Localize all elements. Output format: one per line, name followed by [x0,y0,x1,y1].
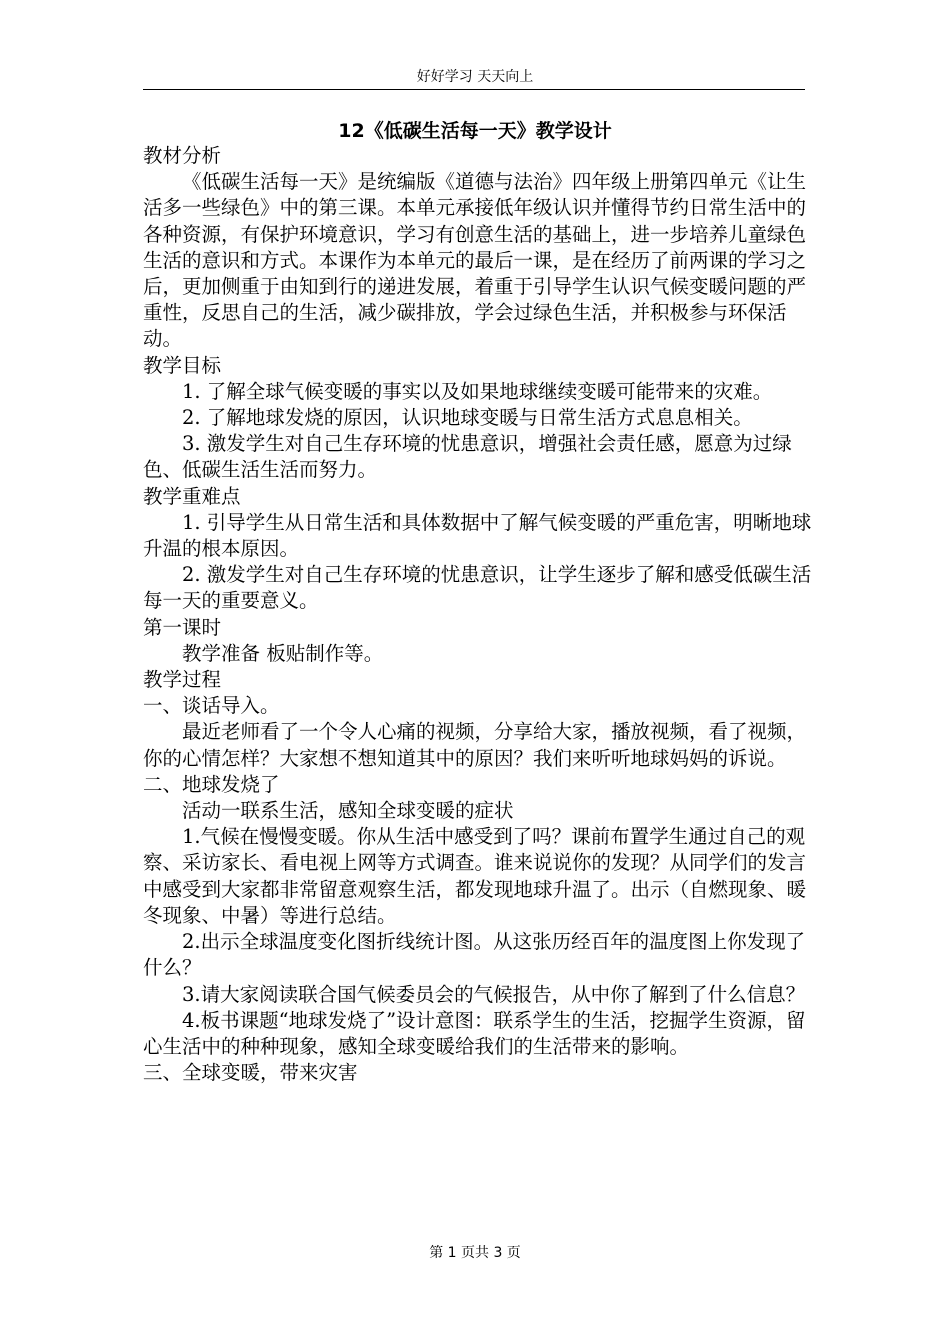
paragraph-materials: 《低碳生活每一天》是统编版《道德与法治》四年级上册第四单元《让生活多一些绿色》中的第三课。本单元承接低年级认识并懂得节约日常生活中的各种资源，有保护环境意识，学习有创意生活的基础上，进一步培养儿童绿色生活的意识和方式。本课作为本单元的最后一课，是在经历了前两课的学习之后，更加侧重于由知到行的递进发展，着重于引导学生认识气候变暖问题的严重性，反思自己的生活，减少碳排放，学会过绿色生活，并积极参与环保活动。 [143,170,807,351]
step-heading-3: 三、全球变暖，带来灾害 [143,1061,358,1085]
page-header: 好好学习 天天向上 [416,69,534,85]
activity-item-2: 2.出示全球温度变化图折线统计图。从这张历经百年的温度图上你发现了什么？ [143,930,806,980]
goal-item-2: 2. 了解地球发烧的原因，认识地球变暖与日常生活方式息息相关。 [182,406,753,430]
document-body [143,143,823,1086]
goal-item-1: 1. 了解全球气候变暖的事实以及如果地球继续变暖可能带来的灾难。 [182,379,773,403]
section-heading-first-lesson: 第一课时 [143,615,222,639]
section-heading-key-points: 教学重难点 [143,484,241,508]
activity-item-3: 3.请大家阅读联合国气候委员会的气候报告，从中你了解到了什么信息？ [182,982,806,1006]
step-heading-1: 一、谈话导入。 [143,694,280,718]
page-footer: 第 1 页共 3 页 [429,1245,521,1261]
document-title: 12《低碳生活每一天》教学设计 [338,120,612,142]
key-point-2: 2. 激发学生对自己生存环境的忧患意识，让学生逐步了解和感受低碳生活每一天的重要意义。 [143,563,812,613]
key-point-1: 1. 引导学生从日常生活和具体数据中了解气候变暖的严重危害，明晰地球升温的根本原因。 [143,510,812,561]
section-heading-goals: 教学目标 [143,353,222,377]
goal-item-3: 3. 激发学生对自己生存环境的忧患意识，增强社会责任感，愿意为过绿色、低碳生活生活而努力。 [143,432,792,482]
header-divider [143,89,805,90]
step-heading-2: 二、地球发烧了 [143,772,280,796]
activity-item-4: 4.板书课题“地球发烧了”设计意图：联系学生的生活，挖掘学生资源，留心生活中的种种现象，感知全球变暖给我们的生活带来的影响。 [143,1008,806,1058]
section-heading-process: 教学过程 [143,668,222,692]
section-heading-materials: 教材分析 [143,144,222,167]
teaching-preparation: 教学准备 板贴制作等。 [182,641,384,665]
activity-1-heading: 活动一联系生活，感知全球变暖的症状 [182,799,514,823]
step-1-paragraph: 最近老师看了一个令人心痛的视频，分享给大家，播放视频，看了视频，你的心情怎样？大家想不想知道其中的原因？我们来听听地球妈妈的诉说。 [143,720,807,770]
activity-item-1: 1.气候在慢慢变暖。你从生活中感受到了吗？课前布置学生通过自己的观察、采访家长、看电视上网等方式调查。谁来说说你的发现？从同学们的发言中感受到大家都非常留意观察生活，都发现地球升温了。出示（自燃现象、暖冬现象、中暑）等进行总结。 [143,825,807,927]
